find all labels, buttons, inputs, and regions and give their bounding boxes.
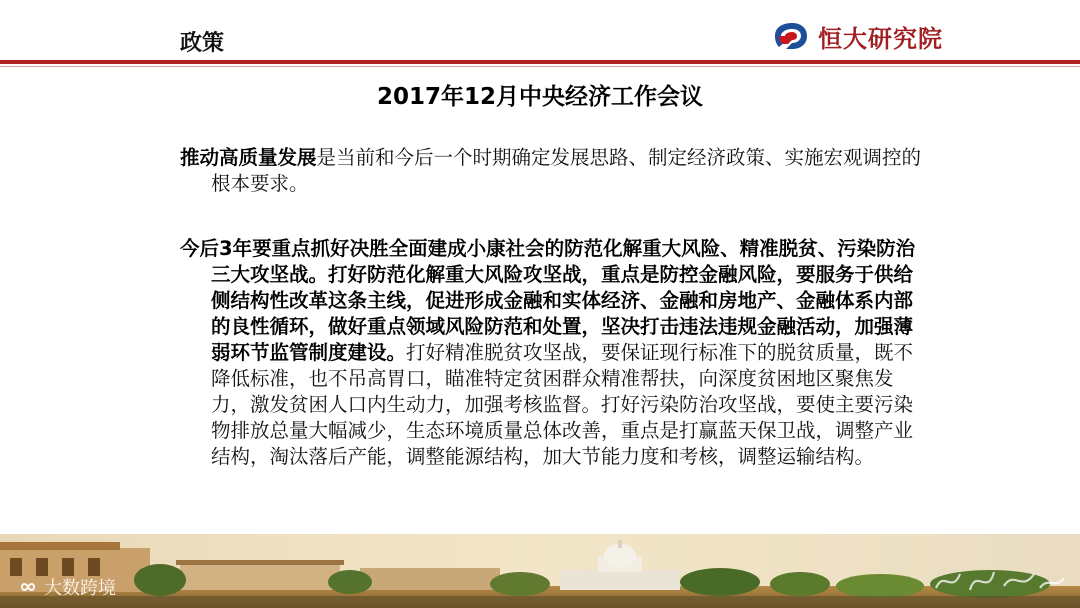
watermark-text: 大数跨境 (44, 578, 116, 599)
brand-name: 恒大研究院 (818, 24, 943, 53)
paragraph2-text: 打好精准脱贫攻坚战，要保证现行标准下的脱贫质量，既不降低标准，也不吊高胃口，瞄准特定贫困群众精准帮扶，向深度贫困地区聚焦发力，激发贫困人口内生动力，加强考核监督。打好污染防治攻坚战，要使主要污染物排放总量大幅减少，生态环境质量总体改善，重点是打赢蓝天保卫战，调整产业结构，淘汰落后产能，调整能源结构，加大节能力度和考核，调整运输结构。 (211, 341, 914, 468)
section-label: 政策 (180, 31, 225, 56)
header-rule (0, 60, 1080, 64)
brand (772, 18, 943, 54)
bottom-landscape-banner (0, 534, 1080, 608)
paragraph-three-battles (180, 236, 931, 470)
header-rule-thin (0, 66, 1080, 67)
watermark (16, 575, 116, 599)
paragraph2-bold: 今后3年要重点抓好决胜全面建成小康社会的防范化解重大风险、精准脱贫、污染防治三大攻坚战。打好防范化解重大风险攻坚战，重点是防控金融风险，要服务于供给侧结构性改革这条主线，促进形成金融和实体经济、金融和房地产、金融体系内部的良性循环，做好重点领域风险防范和处置，坚决打击违法违规金融活动，加强薄弱环节监管制度建设。 (180, 237, 916, 364)
slide-title: 2017年12月中央经济工作会议 (376, 84, 704, 110)
paragraph1-bold: 推动高质量发展 (180, 146, 317, 169)
paragraph1-text: 是当前和今后一个时期确定发展思路、制定经济政策、实施宏观调控的根本要求。 (211, 146, 922, 195)
calligraphy-signature (930, 560, 1070, 600)
infinity-icon (16, 577, 40, 597)
paragraph-high-quality-development (180, 145, 931, 197)
evergrande-logo-icon (772, 21, 810, 51)
